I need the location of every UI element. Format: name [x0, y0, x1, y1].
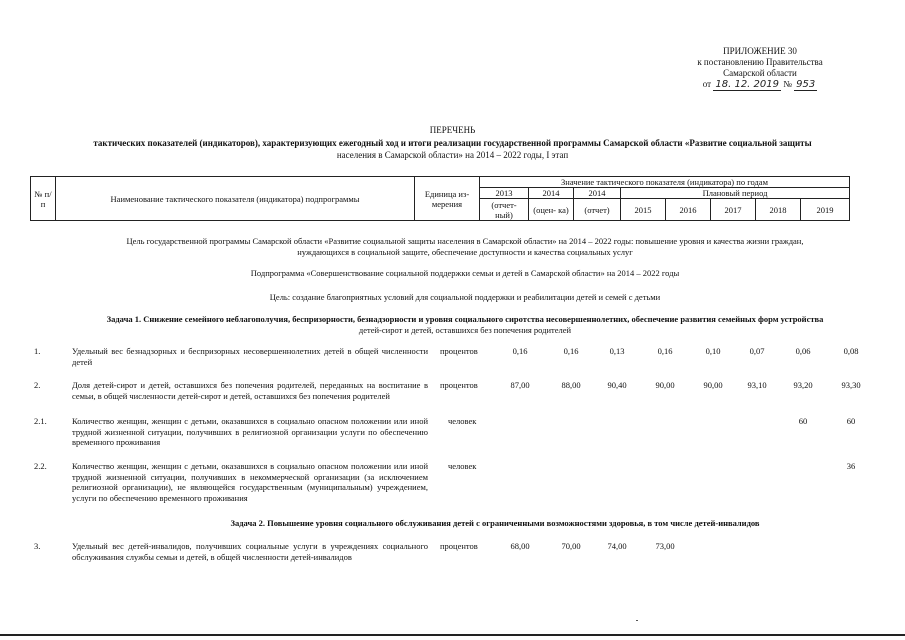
- document-subtitle: [30, 137, 875, 161]
- row-name: Количество женщин, женщин с детьми, оказавшихся в социально опасном положении или иной трудной жизненной ситуации, получивших в некоммерческой организации (за исключением религиозной организации), не являющейся государственным (муниципальным) учреждением, услуги по обеспечению временного проживания: [72, 461, 428, 503]
- header-year-2013: 2013: [480, 188, 529, 199]
- appendix-title: ПРИЛОЖЕНИЕ 30: [723, 46, 797, 56]
- document-subtitle-line2: населения в Самарской области» на 2014 – 2022 годы, I этап: [336, 150, 569, 160]
- value-2014a: 88,00: [561, 380, 581, 390]
- value-2019: 0,08: [843, 346, 859, 356]
- document-subtitle-line1: тактических показателей (индикаторов), характеризующих ежегодный ход и итоги реализации государственной программы Самарской области «Развитие социальной защиты: [93, 138, 812, 148]
- value-2014a: 0,16: [563, 346, 579, 356]
- header-year-2017: 2017: [711, 199, 756, 221]
- header-year-2015: 2015: [621, 199, 666, 221]
- row-num: 1.: [34, 346, 41, 356]
- value-2017: 0,07: [749, 346, 765, 356]
- row-name: Удельный вес детей-инвалидов, получивших социальные услуги в учреждениях социального обслуживания службы семьи и детей, в общей численности детей-инвалидов: [72, 541, 428, 562]
- header-num: № п/п: [31, 177, 56, 221]
- value-2015: 90,00: [655, 380, 675, 390]
- row-num: 2.2.: [34, 461, 47, 471]
- value-2018: 93,20: [793, 380, 813, 390]
- indicator-table-header: [30, 176, 850, 221]
- appendix-number: 953: [796, 79, 816, 90]
- subprogram-title: Подпрограмма «Совершенствование социальной поддержки семьи и детей в Самарской области» на 2014 – 2022 годы: [250, 268, 680, 278]
- value-2019: 36: [846, 461, 856, 471]
- row-num: 3.: [34, 541, 41, 551]
- subprogram-goal: Цель: создание благоприятных условий для социальной поддержки и реабилитации детей и семей с детьми: [269, 292, 661, 302]
- value-2014b: 0,13: [609, 346, 625, 356]
- value-2016: 0,10: [705, 346, 721, 356]
- value-2014b: 90,40: [607, 380, 627, 390]
- value-2019: 60: [846, 416, 856, 426]
- task-1: [60, 314, 870, 336]
- header-unit: Единица из- мерения: [415, 177, 480, 221]
- row-unit: человек: [448, 416, 477, 426]
- value-2015: 0,16: [657, 346, 673, 356]
- appendix-date-line: [640, 79, 880, 90]
- value-2015: 73,00: [655, 541, 675, 551]
- row-name: Удельный вес безнадзорных и беспризорных несовершеннолетних детей в общей численности детей: [72, 346, 428, 367]
- row-unit: процентов: [440, 380, 478, 390]
- header-year-2016: 2016: [666, 199, 711, 221]
- appendix-line3: Самарской области: [723, 68, 797, 78]
- appendix-line2: к постановлению Правительства: [697, 57, 823, 67]
- header-values-group: Значение тактического показателя (индикатора) по годам: [480, 177, 850, 188]
- value-2018: 0,06: [795, 346, 811, 356]
- row-unit: процентов: [440, 541, 478, 551]
- appendix-from-prefix: от: [702, 79, 712, 89]
- task-1-line2: детей-сирот и детей, оставшихся без попечения родителей: [358, 325, 572, 335]
- row-name: Количество женщин, женщин с детьми, оказавшихся в социально опасном положении или иной трудной жизненной ситуации, получивших в религиозной организации услуги по обеспечению временного проживания: [72, 416, 428, 447]
- value-2016: 90,00: [703, 380, 723, 390]
- row-unit: процентов: [440, 346, 478, 356]
- document-title: ПЕРЕЧЕНЬ: [429, 125, 476, 135]
- value-2018: 60: [798, 416, 808, 426]
- header-planned: Плановый период: [621, 188, 850, 199]
- header-note-2014a: (оцен- ка): [529, 199, 574, 221]
- page-bottom-edge: [0, 634, 905, 636]
- row-unit: человек: [448, 461, 477, 471]
- row-num: 2.1.: [34, 416, 47, 426]
- value-2014a: 70,00: [561, 541, 581, 551]
- row-num: 2.: [34, 380, 41, 390]
- appendix-date: 18. 12. 2019: [715, 79, 779, 90]
- value-2013: 68,00: [510, 541, 530, 551]
- header-note-2013: (отчет- ный): [480, 199, 529, 221]
- task-2-text: Задача 2. Повышение уровня социального обслуживания детей с ограниченными возможностями здоровья, в том числе детей-инвалидов: [230, 518, 760, 528]
- task-1-line1: Задача 1. Снижение семейного неблагополучия, беспризорности, безнадзорности и уровня социального сиротства несовершеннолетних, обеспечение развития семейных форм устройства: [106, 314, 824, 324]
- program-goal-line1: Цель государственной программы Самарской области «Развитие социальной защиты населения в Самарской области» на 2014 – 2022 годы: повышение уровня и качества жизни граждан,: [126, 236, 804, 246]
- header-year-2019: 2019: [801, 199, 850, 221]
- task-2: [100, 518, 890, 529]
- value-2017: 93,10: [747, 380, 767, 390]
- appendix-block: [640, 46, 880, 90]
- value-2014b: 74,00: [607, 541, 627, 551]
- header-note-2014b: (отчет): [574, 199, 621, 221]
- scan-speck: [636, 620, 638, 621]
- value-2013: 87,00: [510, 380, 530, 390]
- value-2013: 0,16: [512, 346, 528, 356]
- header-name: Наименование тактического показателя (индикатора) подпрограммы: [56, 177, 415, 221]
- program-goal-line2: нуждающихся в социальной защите, обеспечение доступности и качества социальных услуг: [297, 247, 633, 257]
- row-name: Доля детей-сирот и детей, оставшихся без попечения родителей, переданных на воспитание в семьи, в общей численности детей-сирот и детей, оставшихся без попечения родителей: [72, 380, 428, 401]
- header-year-2018: 2018: [756, 199, 801, 221]
- appendix-num-prefix: №: [783, 79, 792, 89]
- header-year-2014b: 2014: [574, 188, 621, 199]
- program-goal: [60, 236, 870, 258]
- value-2019: 93,30: [841, 380, 861, 390]
- header-year-2014a: 2014: [529, 188, 574, 199]
